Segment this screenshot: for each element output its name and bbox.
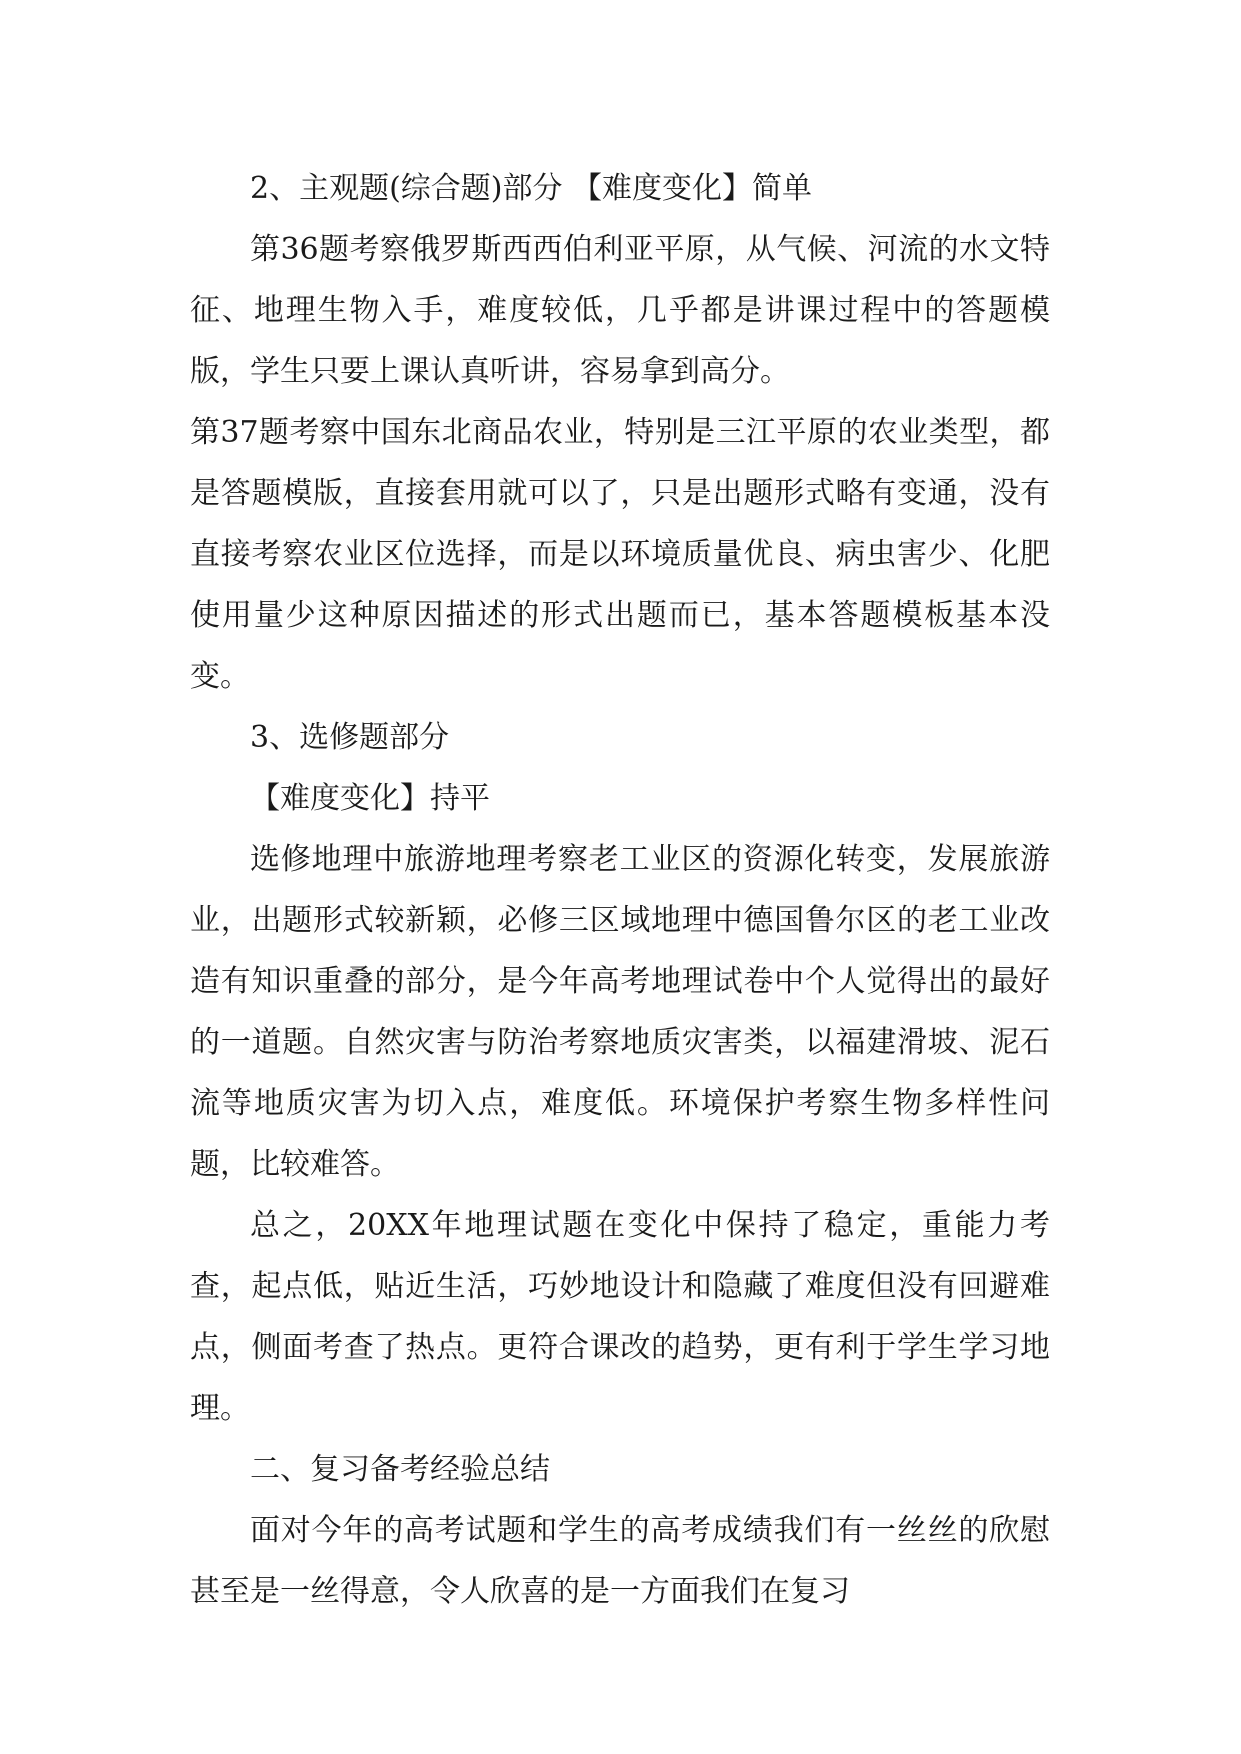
paragraph-elective-section-heading: 3、选修题部分	[250, 720, 450, 755]
paragraph-review-intro: 面对今年的高考试题和学生的高考成绩我们有一丝丝的欣慰甚至是一丝得意，令人欣喜的是一方面我们在复习	[190, 1513, 1050, 1609]
paragraph-question-36: 第36题考察俄罗斯西西伯利亚平原，从气候、河流的水文特征、地理生物入手，难度较低，几乎都是讲课过程中的答题模版，学生只要上课认真听讲，容易拿到高分。	[190, 232, 1050, 389]
paragraph-elective-analysis: 选修地理中旅游地理考察老工业区的资源化转变，发展旅游业，出题形式较新颖，必修三区域地理中德国鲁尔区的老工业改造有知识重叠的部分，是今年高考地理试卷中个人觉得出的最好的一道题。自然灾害与防治考察地质灾害类，以福建滑坡、泥石流等地质灾害为切入点，难度低。环境保护考察生物多样性问题，比较难答。	[190, 842, 1050, 1182]
paragraph-summary: 总之，20XX年地理试题在变化中保持了稳定，重能力考查，起点低，贴近生活，巧妙地设计和隐藏了难度但没有回避难点，侧面考查了热点。更符合课改的趋势，更有利于学生学习地理。	[190, 1208, 1050, 1426]
paragraph-review-section-heading: 二、复习备考经验总结	[250, 1452, 550, 1487]
paragraph-elective-difficulty: 【难度变化】持平	[250, 781, 490, 816]
paragraph-question-37: 第37题考察中国东北商品农业，特别是三江平原的农业类型，都是答题模版，直接套用就可以了，只是出题形式略有变通，没有直接考察农业区位选择，而是以环境质量优良、病虫害少、化肥使用量少这种原因描述的形式出题而已，基本答题模板基本没变。	[190, 415, 1050, 694]
document-body	[190, 158, 1050, 1622]
paragraph-subjective-section-heading: 2、主观题(综合题)部分 【难度变化】简单	[250, 171, 813, 206]
